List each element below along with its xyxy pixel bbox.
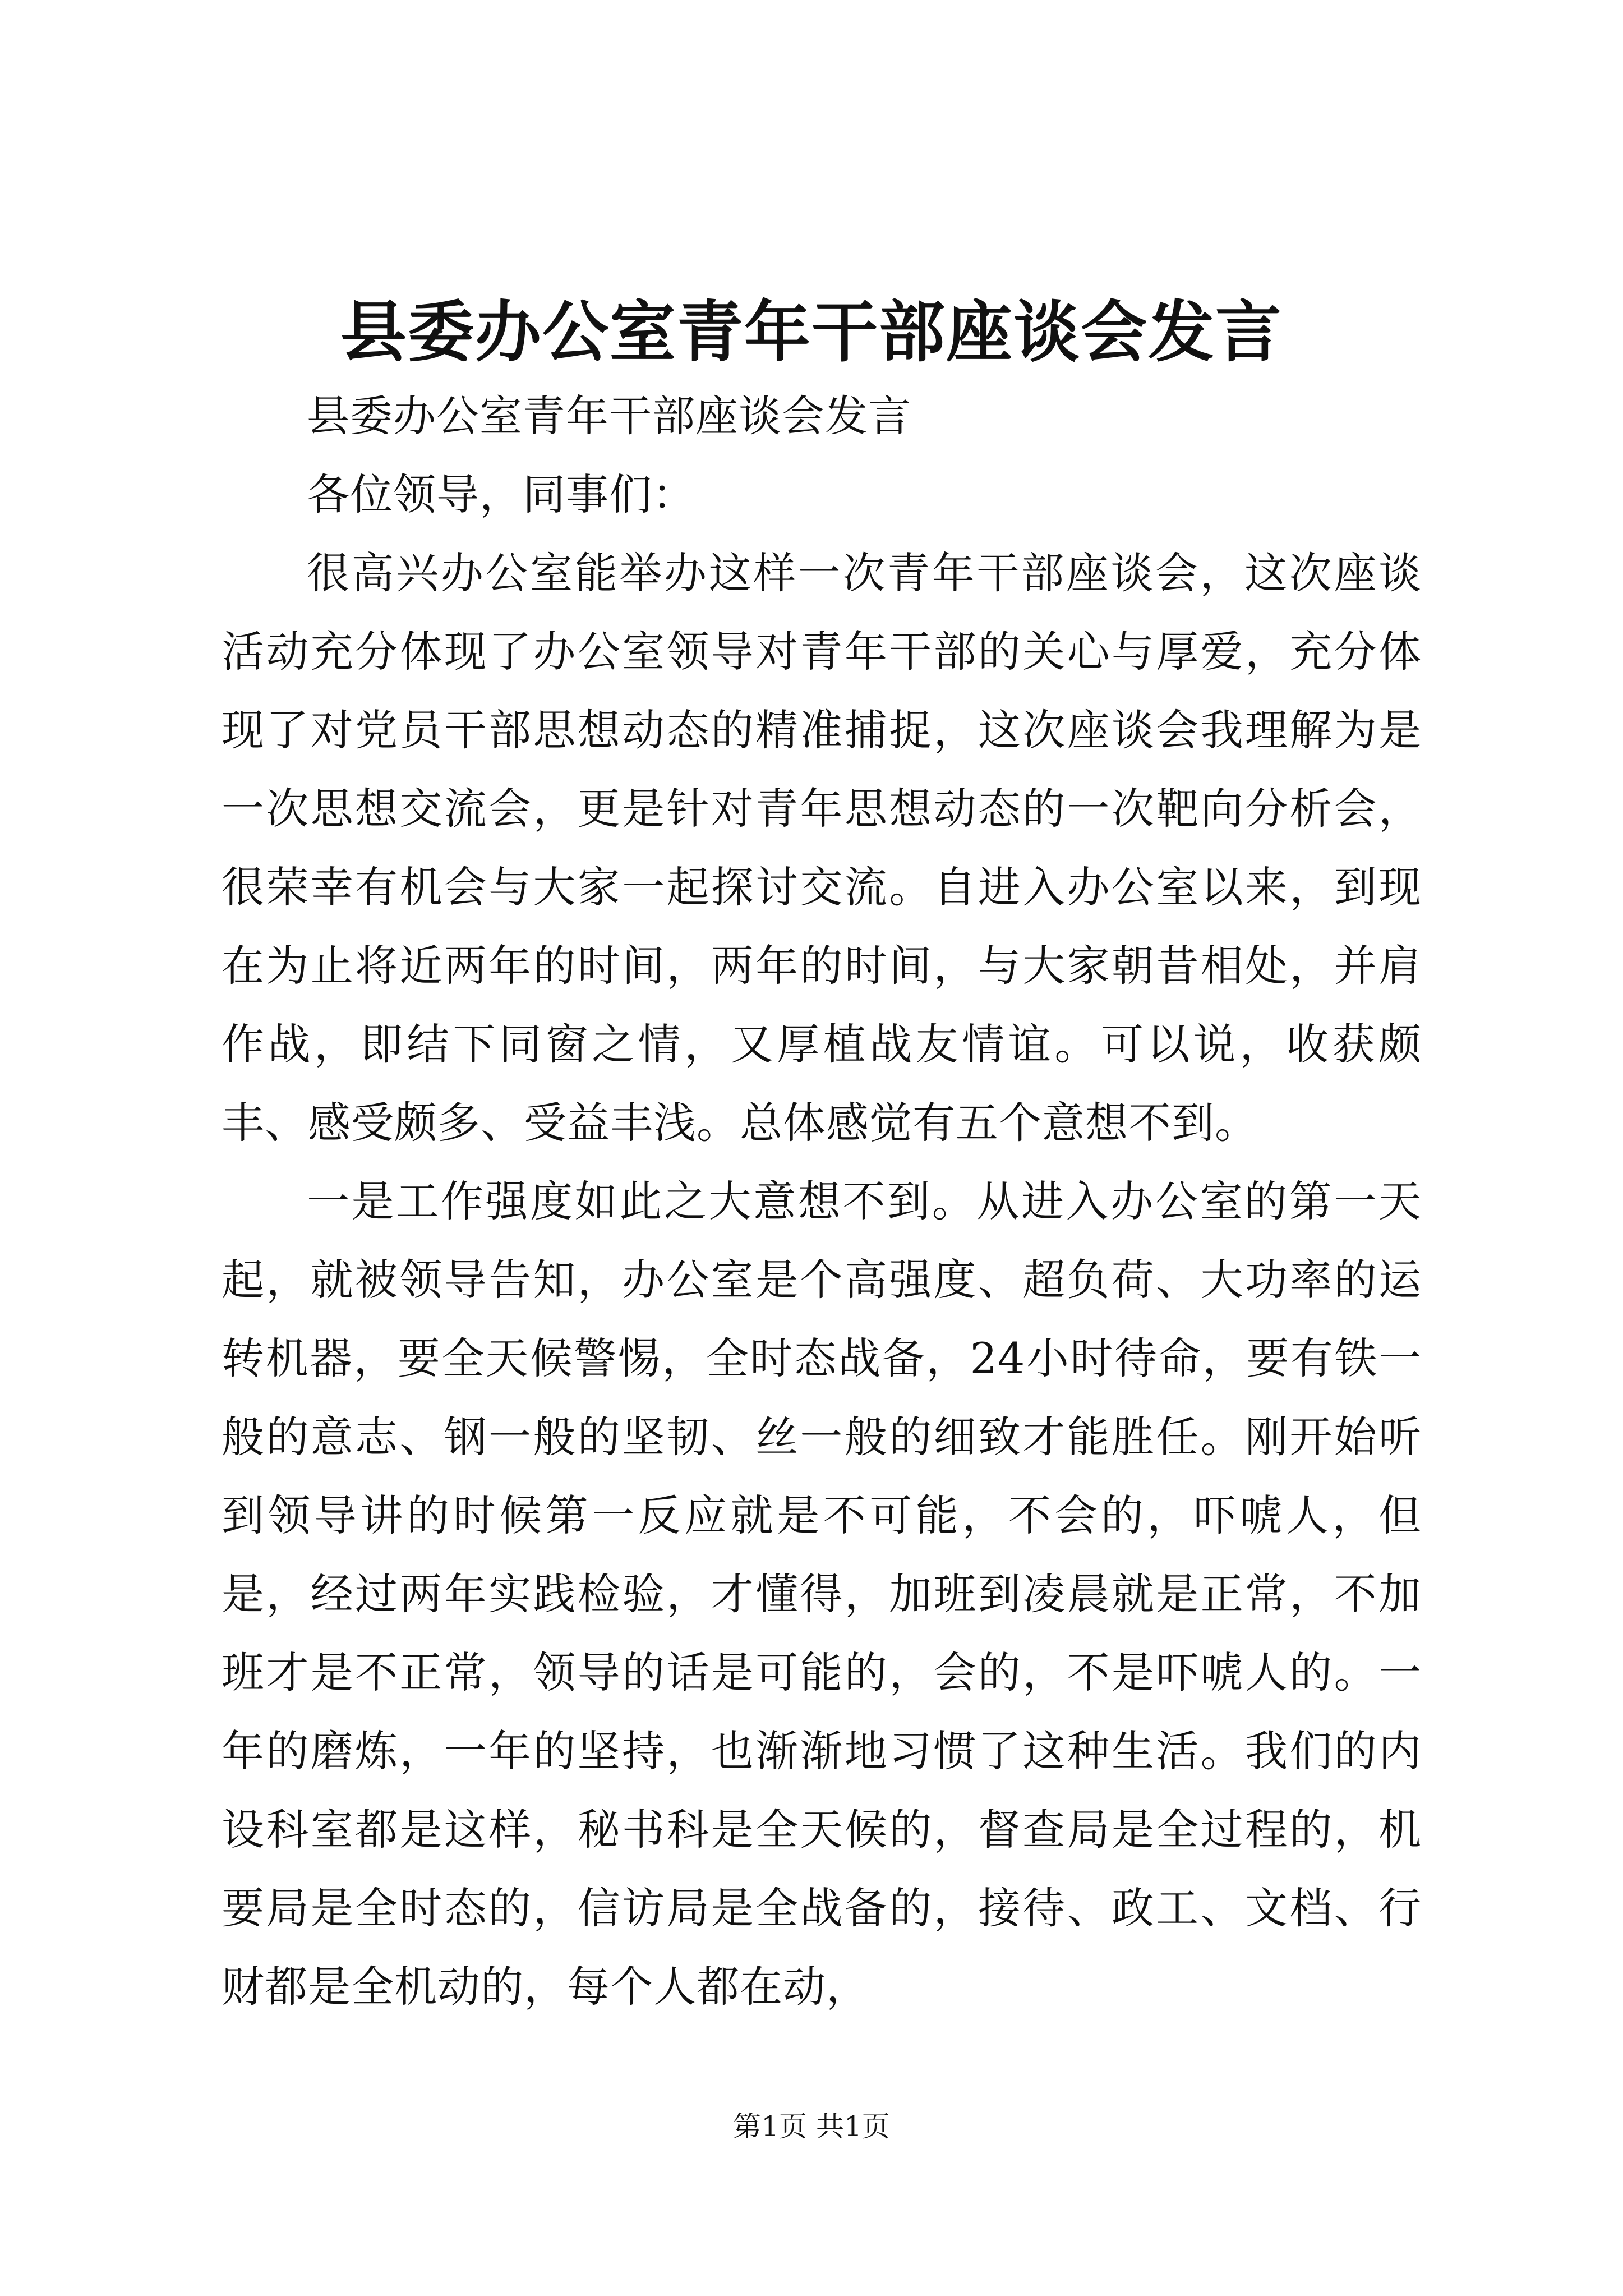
document-body xyxy=(222,377,1422,2026)
body-paragraph-intro: 很高兴办公室能举办这样一次青年干部座谈会，这次座谈活动充分体现了办公室领导对青年干部的关心与厚爱，充分体现了对党员干部思想动态的精准捕捉，这次座谈会我理解为是一次思想交流会，更是针对青年思想动态的一次靶向分析会，很荣幸有机会与大家一起探讨交流。自进入办公室以来，到现在为止将近两年的时间，两年的时间，与大家朝昔相处，并肩作战，即结下同窗之情，又厚植战友情谊。可以说，收获颇丰、感受颇多、受益丰浅。总体感觉有五个意想不到。 xyxy=(222,548,1422,1148)
body-paragraph-first-point: 一是工作强度如此之大意想不到。从进入办公室的第一天起，就被领导告知，办公室是个高强度、超负荷、大功率的运转机器，要全天候警惕，全时态战备，24小时待命，要有铁一般的意志、钢一般的坚韧、丝一般的细致才能胜任。刚开始听到领导讲的时候第一反应就是不可能，不会的，吓唬人，但是，经过两年实践检验，才懂得，加班到凌晨就是正常，不加班才是不正常，领导的话是可能的，会的，不是吓唬人的。一年的磨炼，一年的坚持，也渐渐地习惯了这种生活。我们的内设科室都是这样，秘书科是全天候的，督查局是全过程的，机要局是全时态的，信访局是全战备的，接待、政工、文档、行财都是全机动的，每个人都在动， xyxy=(222,1176,1422,2012)
subtitle-paragraph: 县委办公室青年干部座谈会发言 xyxy=(307,391,911,441)
salutation-paragraph: 各位领导，同事们： xyxy=(307,470,695,519)
page-footer: 第1页 共1页 xyxy=(733,2110,890,2143)
document-title: 县委办公室青年干部座谈会发言 xyxy=(340,293,1283,371)
